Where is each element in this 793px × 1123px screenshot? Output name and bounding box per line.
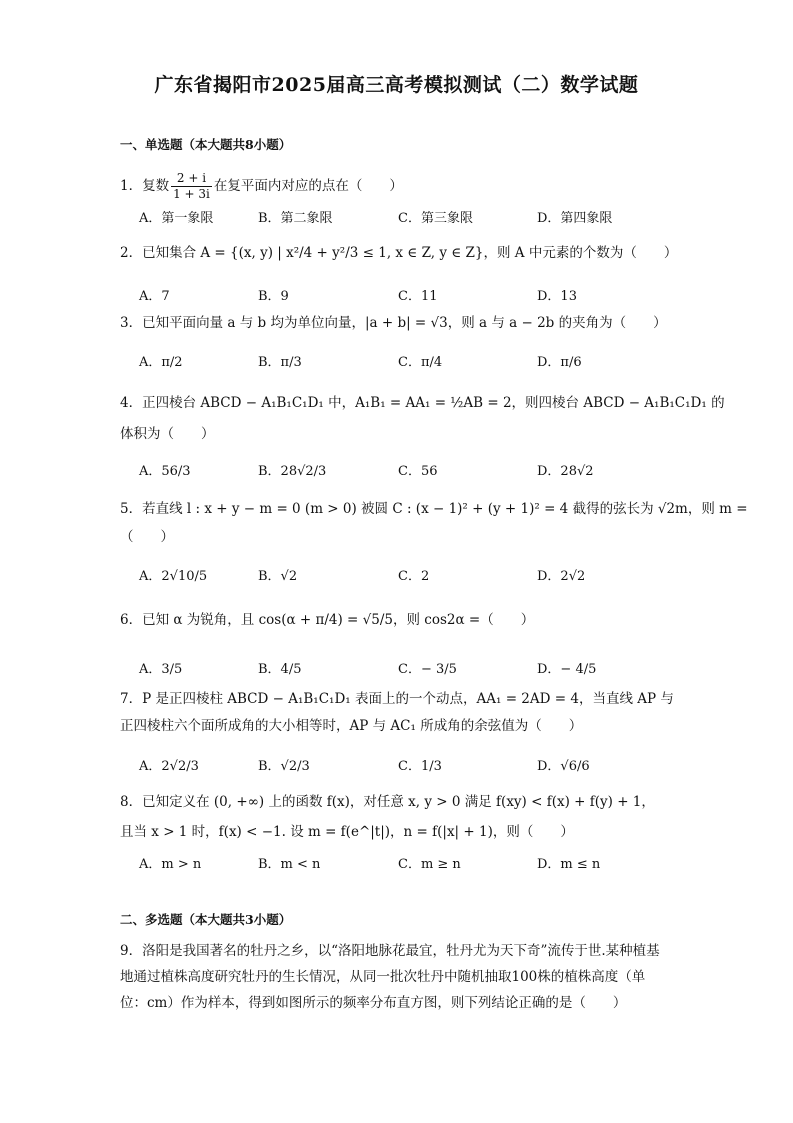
option-a: A．第一象限 bbox=[139, 211, 214, 226]
fraction-denominator: 1 + 3i bbox=[173, 187, 210, 201]
question-number: 3． bbox=[120, 315, 143, 331]
option-a: A．2√10/5 bbox=[139, 569, 208, 584]
option-a: A．7 bbox=[139, 289, 170, 304]
question-5 bbox=[120, 499, 748, 519]
question-5-continued: （ ） bbox=[120, 529, 174, 545]
question-8-continued: 且当 x > 1 时，f(x) < −1. 设 m = f(e^|t|)，n = f(|x| + 1)，则（ ） bbox=[120, 824, 574, 840]
question-number: 5． bbox=[120, 501, 143, 517]
question-1 bbox=[120, 171, 403, 202]
question-text: 已知平面向量 a 与 b 均为单位向量，|a + b| = √3，则 a 与 a − 2b 的夹角为（ ） bbox=[142, 315, 667, 331]
option-d: D．π/6 bbox=[537, 355, 582, 370]
option-c: C．11 bbox=[398, 289, 438, 304]
fraction bbox=[171, 171, 212, 202]
option-a: A．56/3 bbox=[139, 464, 191, 479]
option-d: D．13 bbox=[537, 289, 577, 304]
option-b: B．π/3 bbox=[258, 355, 302, 370]
option-d: D．m ≤ n bbox=[537, 857, 601, 872]
option-d: D．− 4/5 bbox=[537, 662, 597, 677]
question-text: 已知集合 A = {(x, y) | x²/4 + y²/3 ≤ 1, x ∈ Z, y ∈ Z}，则 A 中元素的个数为（ ） bbox=[142, 245, 678, 261]
section-heading-multiple-choice: 二、多选题（本大题共3小题） bbox=[120, 912, 292, 927]
question-3 bbox=[120, 313, 667, 333]
option-d: D．2√2 bbox=[537, 569, 586, 584]
question-number: 1． bbox=[120, 178, 143, 194]
question-number: 8． bbox=[120, 794, 143, 810]
question-number: 2． bbox=[120, 245, 143, 261]
option-d: D．28√2 bbox=[537, 464, 594, 479]
option-a: A．3/5 bbox=[139, 662, 183, 677]
option-c: C．2 bbox=[398, 569, 430, 584]
option-c: C．第三象限 bbox=[398, 211, 473, 226]
question-number: 9． bbox=[120, 943, 143, 959]
option-a: A．π/2 bbox=[139, 355, 183, 370]
question-4 bbox=[120, 393, 725, 413]
question-text: 已知 α 为锐角，且 cos(α + π/4) = √5/5，则 cos2α =（ ） bbox=[142, 612, 535, 628]
question-text: P 是正四棱柱 ABCD − A₁B₁C₁D₁ 表面上的一个动点，AA₁ = 2AD = 4，当直线 AP 与 bbox=[142, 691, 674, 707]
option-d: D．√6/6 bbox=[537, 759, 590, 774]
question-9 bbox=[120, 938, 668, 1016]
option-b: B．28√2/3 bbox=[258, 464, 327, 479]
question-text: 洛阳是我国著名的牡丹之乡，以“洛阳地脉花最宜，牡丹尤为天下奇”流传于世.某种植基地通过植株高度研究牡丹的生长情况，从同一批次牡丹中随机抽取100株的植株高度（单位：cm）作为样本，得到如图所示的频率分布直方图，则下列结论正确的是（ ） bbox=[120, 943, 660, 1011]
option-b: B．9 bbox=[258, 289, 289, 304]
option-c: C．− 3/5 bbox=[398, 662, 457, 677]
page-title: 广东省揭阳市2025届高三高考模拟测试（二）数学试题 bbox=[154, 74, 639, 96]
option-b: B．m < n bbox=[258, 857, 321, 872]
option-c: C．56 bbox=[398, 464, 438, 479]
question-7 bbox=[120, 689, 674, 709]
option-a: A．2√2/3 bbox=[139, 759, 199, 774]
option-d: D．第四象限 bbox=[537, 211, 613, 226]
question-8 bbox=[120, 792, 655, 812]
question-text: 正四棱台 ABCD − A₁B₁C₁D₁ 中，A₁B₁ = AA₁ = ½AB = 2，则四棱台 ABCD − A₁B₁C₁D₁ 的 bbox=[142, 395, 725, 411]
question-number: 6． bbox=[120, 612, 143, 628]
option-c: C．1/3 bbox=[398, 759, 442, 774]
question-text: 复数 bbox=[142, 178, 170, 194]
fraction-numerator: 2 + i bbox=[171, 171, 212, 187]
section-heading-single-choice: 一、单选题（本大题共8小题） bbox=[120, 137, 292, 152]
question-2 bbox=[120, 243, 677, 263]
option-b: B．√2/3 bbox=[258, 759, 310, 774]
option-c: C．π/4 bbox=[398, 355, 443, 370]
option-b: B．第二象限 bbox=[258, 211, 333, 226]
option-c: C．m ≥ n bbox=[398, 857, 461, 872]
question-number: 4． bbox=[120, 395, 143, 411]
question-number: 7． bbox=[120, 691, 143, 707]
question-text: 已知定义在 (0, +∞) 上的函数 f(x)，对任意 x, y > 0 满足 f(xy) < f(x) + f(y) + 1， bbox=[142, 794, 655, 810]
question-4-continued: 体积为（ ） bbox=[120, 426, 215, 442]
option-b: B．4/5 bbox=[258, 662, 302, 677]
question-text: 在复平面内对应的点在（ ） bbox=[213, 178, 403, 194]
question-6 bbox=[120, 610, 534, 630]
option-a: A．m > n bbox=[139, 857, 202, 872]
option-b: B．√2 bbox=[258, 569, 298, 584]
question-text: 若直线 l : x + y − m = 0 (m > 0) 被圆 C : (x − 1)² + (y + 1)² = 4 截得的弦长为 √2m，则 m = bbox=[142, 501, 748, 517]
question-7-continued: 正四棱柱六个面所成角的大小相等时，AP 与 AC₁ 所成角的余弦值为（ ） bbox=[120, 718, 583, 734]
